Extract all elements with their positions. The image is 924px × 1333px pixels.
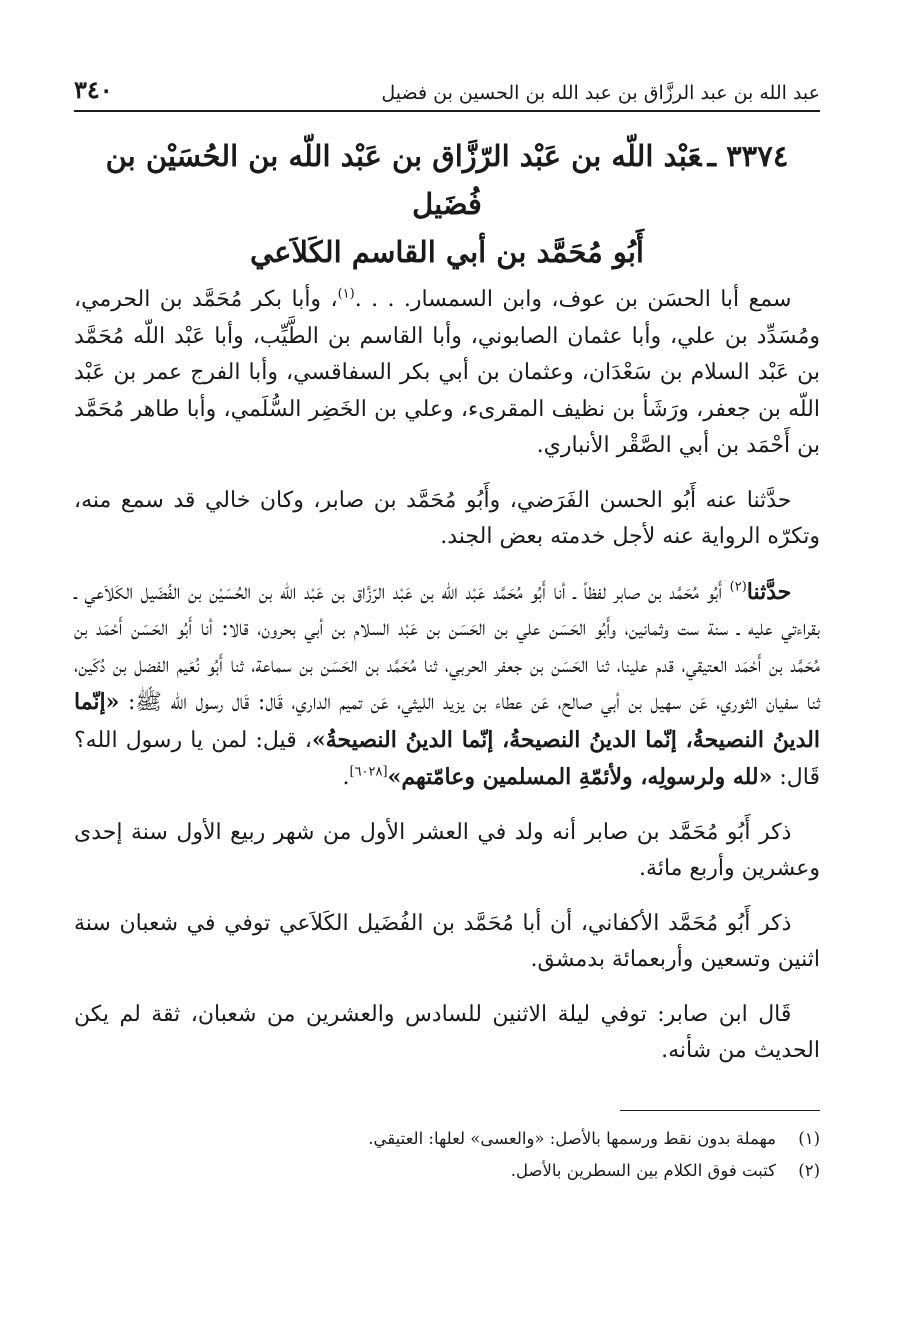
- paragraph-text: ذكر أَبُو مُحَمَّد بن صابر أنه ولد في العشر الأول من شهر ربيع الأول سنة إحدى وعشرين وأربع مائة.: [74, 819, 820, 881]
- entry-title-line-2: أَبُو مُحَمَّد بن أبي القاسم الكَلاَعي: [250, 235, 644, 269]
- entry-title-text: عَبْد اللّه بن عَبْد الرّزَّاق بن عَبْد اللّه بن الحُسَيْن بن فُضَيل: [105, 139, 702, 221]
- paragraph-3-isnad: [74, 574, 820, 797]
- paragraph-text: سمع أبا الحسَن بن عوف، وابن السمسار. . . .: [354, 287, 792, 312]
- footnotes: [74, 1123, 820, 1187]
- paragraph-4: [74, 815, 820, 888]
- main-text: [74, 282, 820, 1070]
- paragraph-text-cont: ، وأبا بكر مُحَمَّد بن الحرمي، ومُسَدِّد بن علي، وأبا عثمان الصابوني، وأبا القاسم بن الطَّيِّب، وأبا عَبْد اللّه مُحَمَّد بن عَبْد السلام بن سَعْدَان، وعثمان بن أبي بكر السفاقسي، وأبا الفرج عمر بن عَبْد اللّه بن جعفر، ورَشَأ بن نظيف المقرىء، وعلي بن الخَضِر السُّلَمي، وأبا طاهر مُحَمَّد بن أَحْمَد بن أبي الصَّقْر الأنباري.: [74, 287, 820, 458]
- footnote-number: (٢): [798, 1160, 820, 1180]
- entry-heading: [74, 132, 820, 276]
- footnote-2: [74, 1155, 820, 1187]
- paragraph-text: ذكر أَبُو مُحَمَّد الأكفاني، أن أبا مُحَمَّد بن الفُضَيل الكَلاَعي توفي في شعبان سنة اثنين وتسعين وأربعمائة بدمشق.: [74, 910, 820, 972]
- footnote-text: كتبت فوق الكلام بين السطرين بالأصل.: [510, 1160, 776, 1180]
- footnote-ref-1: (١): [337, 286, 355, 302]
- paragraph-text: قَال ابن صابر: توفي ليلة الاثنين للسادس والعشرين من شعبان، ثقة لم يكن الحديث من شأنه.: [74, 1001, 820, 1063]
- entry-title-line-1: [74, 132, 820, 228]
- isnad-text: أَبُو مُحَمَّد بن صابر لفظاً ـ أنا أَبُو مُحَمَّد عَبْد اللّه بن عَبْد الرّزَّاق بن عَبْد اللّه بن الحُسَيْن بن الفُضَيل الكَلاَعي ـ بقراءتي عليه ـ سنة ست وثمانين، وأَبُو الحَسَن علي بن الحَسَن بن عَبْد السلام بن أبي بحرون، قالا: أنا أَبُو الحَسَن أَحْمَد بن مُحَمَّد بن أَحْمَد العتيقي، قدم علينا، ثنا الحَسَن بن جعفر الحربي، ثنا مُحَمَّد بن الحَسَن بن سماعة، ثنا أَبُو نُعَيم الفضل بن دُكَين، ثنا سفيان الثوري، عَن سهيل بن أبي صالح، عَن عطاء بن يزيد الليثي، عَن تميم الداري، قَال: قَال رسول الله ﷺ:: [74, 579, 820, 715]
- paragraph-1: [74, 282, 820, 465]
- running-title: عبد الله بن عبد الرزَّاق بن عبد الله بن الحسين بن فضيل: [381, 82, 820, 104]
- hadith-text-2: «لله ولرسولِه، ولأئمّةِ المسلمين وعامّتهم»: [387, 764, 773, 790]
- paragraph-2: [74, 483, 820, 556]
- hadith-text-1: «إنّما الدينُ النصيحةُ، إنّما الدينُ النصيحةُ، إنّما الدينُ النصيحةُ»: [74, 689, 820, 753]
- footnote-number: (١): [798, 1128, 820, 1148]
- paragraph-5: [74, 906, 820, 979]
- hadith-reference: [٦٠٢٨]: [349, 764, 388, 780]
- paragraph-text: حدَّثنا عنه أَبُو الحسن الفَرَضي، وأَبُو مُحَمَّد بن صابر، وكان خالي قد سمع منه، وتكرّه الرواية عنه لأجل خدمته بعض الجند.: [74, 487, 820, 549]
- page-number: ٣٤٠: [74, 75, 113, 104]
- footnote-text: مهملة بدون نقط ورسمها بالأصل: «والعسى» لعلها: العتيقي.: [368, 1128, 776, 1148]
- entry-number: ٣٣٧٤ ـ: [707, 139, 789, 173]
- running-header: [74, 62, 820, 112]
- isnad-lead: حدَّثنا: [746, 578, 792, 605]
- paragraph-6: [74, 997, 820, 1070]
- isnad-tail: .: [342, 765, 350, 790]
- isnad-middle: ، قيل: لمن يا رسول الله؟ قَال:: [74, 727, 820, 790]
- footnote-ref-2: (٢): [729, 579, 747, 595]
- footnote-divider: [620, 1110, 820, 1111]
- footnote-1: [74, 1123, 820, 1155]
